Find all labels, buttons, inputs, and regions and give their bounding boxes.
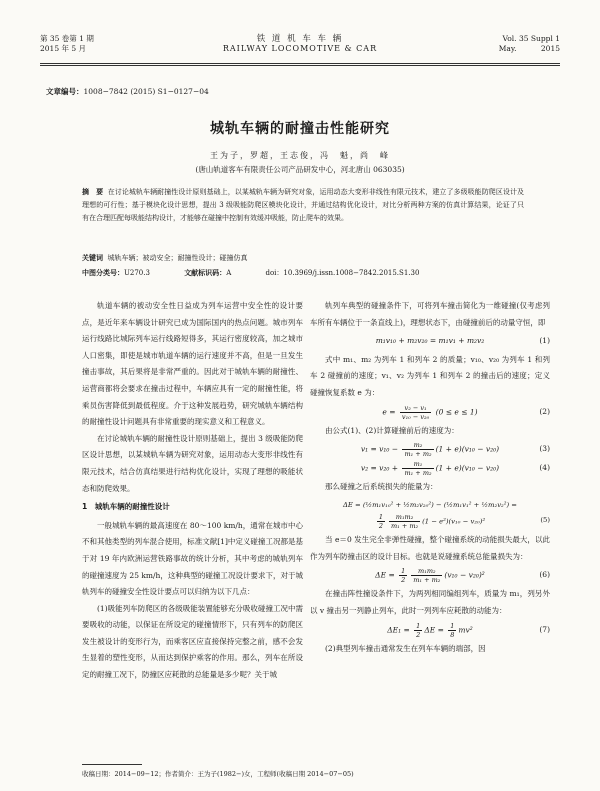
equation-1: m₁v₁₀ + m₂v₂₀ = m₁v₁ + m₂v₂ (1): [310, 333, 550, 350]
paragraph: 轨列车典型的碰撞条件下，可将列车撞击简化为一维碰撞(仅考虑列车所有车辆位于一条直线上)，理想状态下，由碰撞前后的动量守恒，即: [310, 301, 550, 327]
footnote-rule: [82, 764, 142, 765]
header-left-date: 2015 年 5 月: [40, 44, 87, 53]
classification: [82, 267, 524, 279]
keywords-text: 城轨车辆；被动安全；耐撞性设计；碰撞仿真: [107, 254, 248, 262]
equation-6: ΔE = $\frac{1}{2}$ $\frac{\text{m₁m₂}}{\text{m₁ + m₂}}$ (v₁₀ − v₂₀)² (6): [375, 567, 550, 585]
equation-4: v₂ = v₂₀ + $\frac{\text{m₁}}{\text{m₁ + m₂}}$ (1 + e)(v₁₀ − v₂₀) (4): [360, 460, 550, 478]
equation-2: e = $\frac{\text{v₂ − v₁}}{\text{v₁₀ − v₂₀}}$ (0 ≤ e ≤ 1) (2): [382, 403, 550, 421]
abstract-label: 摘 要: [82, 188, 104, 196]
equation-number: (1): [539, 336, 550, 346]
paragraph: 那么碰撞之后系统损失的能量为：: [325, 482, 438, 492]
equation-7: ΔE₁ = $\frac{1}{2}$ ΔE = $\frac{1}{8}$ mv² (7): [387, 621, 550, 639]
article-number-label: 文章编号：: [46, 87, 84, 96]
paragraph: (1)吸能列车防爬区的各级吸能装置能够充分吸收碰撞工况中需要吸收的动能，以保证在所设定的碰撞情形下，只有列车的防爬区发生被设计的变形行为，而乘客区应直接保持完整之前，感不会发生显着的塑性变形，从而达到保护乘客的作用。那么，列车在所设定的耐撞工况下，防撞区应耗散的总能量是多少呢？关于城: [82, 603, 303, 680]
abstract-text: 在讨论城轨车辆耐撞性设计原则基础上，以某城轨车辆为研究对象，运用动态大变形非线性有限元技术，建立了多级吸能防爬区设计及理想的可行性；基于模块化设计思想，提出 3 级吸能防爬区模块化设计，并通过结构优化设计，对比分析两种方案的仿真计算结果，论证了只有在合理匹配每吸能结构设计，才能够在碰撞中控制有效缓冲吸能，防止爬车的效果。: [82, 188, 525, 223]
equation-number: (2): [539, 406, 550, 416]
equation-number: (7): [539, 624, 550, 634]
doc-code: A: [226, 269, 232, 277]
affiliation: (唐山轨道客车有限责任公司产品研发中心，河北唐山 063035): [195, 165, 405, 174]
right-column: [310, 298, 550, 657]
keywords: [82, 252, 524, 264]
article-number: [46, 86, 209, 97]
journal-en: RAILWAY LOCOMOTIVE & CAR: [222, 44, 378, 53]
footnote: 收稿日期：2014−09−12；作者简介：王为子(1982−)女，工程师(收稿日期 2014−07−05): [82, 770, 354, 778]
abstract: [82, 186, 524, 226]
doc-label: 文献标识码：: [184, 269, 227, 277]
class-number: U270.3: [124, 269, 150, 277]
paragraph: 在撞击阵性撞设条件下，为两列相同编组列车，质量为 m₁，列另外以 v 撞击另一列静止列车，此时一列列车应耗散的动能为：: [310, 589, 550, 615]
header-rule: [40, 63, 560, 64]
paragraph: (2)典型列车撞击通常发生在列车车辆的端部，因: [325, 643, 486, 653]
equation-number: (3): [539, 444, 550, 454]
paper-title: 城轨车辆的耐撞击性能研究: [210, 121, 390, 137]
journal-cn: 铁 道 机 车 车 辆: [256, 34, 344, 44]
equation-number: (5): [540, 516, 550, 525]
doi: doi：10.3969/j.issn.1008−7842.2015.S1.30: [265, 269, 420, 277]
paragraph: 在讨论城轨车辆的耐撞性设计原则基础上，提出 3 级吸能防爬区设计思想，以某城轨车辆为研究对象，运用动态大变形非线性有限元技术，结合仿真结果进行结构优化设计，实现了理想的吸能状态和防爬效果。: [82, 433, 303, 493]
equation-5: ΔE = (½m₁v₁₀² + ½m₂v₂₀²) − (½m₁v₁² + ½m₂v₂²) = $\frac{1}{2}$ $\frac{\text{m₁m₂}}{\text{m₁ + m₂}}$ (1 − e²)(v₁₀ − v₂₀)² (5): [342, 501, 550, 531]
paragraph: 轨道车辆的被动安全性日益成为列车运营中安全性的设计要点，是近年来车辆设计研究已成为国际国内的热点问题。城市列车运行线路比城际列车运行线路短得多，其运行密度较高，加之城市人口密集，即使是城市轨道车辆的运行速度并不高，但是一旦发生撞击事故，其后果将是非常严重的。因此对于城轨车辆的耐撞性、运营商都将会要求在撞击过程中，车辆应具有一定的耐撞性能，将乘员伤害降低到最低程度。介于这种发展趋势，研究城轨车辆结构的耐撞性设计问题具有非常重要的现实意义和工程意义。: [82, 301, 303, 427]
section-heading: 1 城轨车辆的耐撞性设计: [82, 502, 170, 512]
header-right-date-row: [499, 44, 560, 54]
header-left-vol: 第 35 卷第 1 期: [40, 34, 94, 43]
left-column: [82, 298, 303, 684]
header-right-year: 2015: [540, 44, 560, 53]
article-number-value: 1008−7842 (2015) S1−0127−04: [83, 87, 209, 96]
authors: 王为子，罗超，王志俊，冯 魁，尚 峰: [210, 151, 390, 160]
equation-number: (4): [539, 463, 550, 473]
class-label: 中图分类号：: [82, 269, 124, 277]
keywords-label: 关键词: [82, 254, 103, 262]
equation-number: (6): [539, 570, 550, 580]
paragraph: 一般城轨车辆的最高速度在 80～100 km/h，通常在城市中心不和其他类型的列车混合使用，标准文献[1]中定义碰撞工况都是基于对 19 年内欧洲运营铁路事故的统计分析，其中考虑的城轨列车的碰撞速度为 25 km/h，这种典型的碰撞工况设计要求下，对于城轨列车的碰撞安全性设计要点可以归纳为以下几点：: [82, 520, 303, 597]
header-right: [499, 34, 560, 54]
paragraph: 式中 m₁、m₂ 为列车 1 和列车 2 的质量；v₁₀、v₂₀ 为列车 1 和列车 2 碰撞前的速度；v₁、v₂ 为列车 1 和列车 2 的撞击后的速度；定义碰撞恢复系数 e 为：: [310, 354, 550, 397]
header-right-month: May.: [498, 44, 517, 53]
paragraph: 当 e＝0 发生完全非弹性碰撞，整个碰撞系统的动能损失最大，以此作为列车防撞击区的设计目标。也就是说碰撞系统总能量损失为：: [310, 535, 550, 561]
header-right-vol: Vol. 35 Suppl 1: [502, 34, 560, 43]
header-rule-thin: [40, 65, 560, 66]
paragraph: 由公式(1)、(2)计算碰撞前后的速度为：: [325, 425, 459, 435]
equation-3: v₁ = v₁₀ − $\frac{\text{m₂}}{\text{m₁ + m₂}}$ (1 + e)(v₁₀ − v₂₀) (3): [360, 441, 550, 459]
